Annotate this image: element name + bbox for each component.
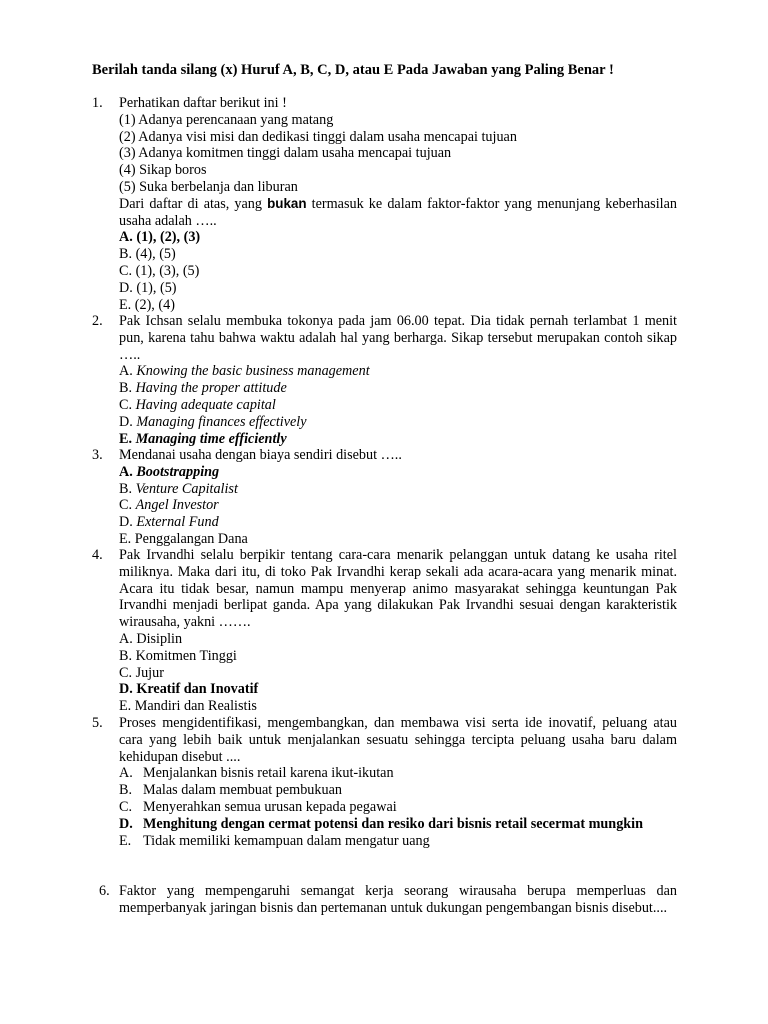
option-e[interactable]: E. Penggalangan Dana <box>119 530 248 547</box>
option-c[interactable]: C. Angel Investor <box>119 497 219 514</box>
option-c[interactable]: C. Jujur <box>119 664 164 681</box>
question-stem: Pak Ichsan selalu membuka tokonya pada jam 06.00 tepat. Dia tidak pernah terlambat 1 menit pun, karena tahu bahwa waktu adalah hal yang berharga. Sikap tersebut merupakan contoh sikap ….. <box>119 313 677 363</box>
question-number: 5. <box>92 715 103 731</box>
option-e[interactable]: E. Tidak memiliki kemampuan dalam mengatur uang <box>119 832 430 849</box>
list-item: (5) Suka berbelanja dan liburan <box>119 178 298 195</box>
option-d-correct[interactable]: D. Menghitung dengan cermat potensi dan resiko dari bisnis retail secermat mungkin <box>119 815 644 832</box>
option-d[interactable]: D. (1), (5) <box>119 279 177 296</box>
question-stem: Proses mengidentifikasi, mengembangkan, dan membawa visi serta ide inovatif, peluang atau cara yang lebih baik untuk menjalankan sesuatu sehingga tercipta peluang usaha baru dalam kehidupan disebut .... <box>119 715 677 765</box>
list-item: (2) Adanya visi misi dan dedikasi tinggi dalam usaha mencapai tujuan <box>119 128 517 145</box>
question-2 <box>92 313 677 447</box>
option-d[interactable]: D. External Fund <box>119 514 219 531</box>
option-e-correct[interactable]: E. Managing time efficiently <box>119 430 287 447</box>
question-number: 2. <box>92 313 103 329</box>
option-b[interactable]: B. Venture Capitalist <box>119 480 238 497</box>
option-e[interactable]: E. Mandiri dan Realistis <box>119 698 257 715</box>
emphasis-word: bukan <box>267 195 307 211</box>
option-b[interactable]: B. Komitmen Tinggi <box>119 647 237 664</box>
question-stem: Faktor yang mempengaruhi semangat kerja seorang wirausaha berupa memperluas dan memperbanyak jaringan bisnis dan pertemanan untuk dukungan pengembangan bisnis disebut.... <box>119 883 677 916</box>
option-c[interactable]: C. Having adequate capital <box>119 396 276 413</box>
question-stem: Pak Irvandhi selalu berpikir tentang cara-cara menarik pelanggan untuk datang ke usaha ritel miliknya. Maka dari itu, di toko Pak Irvandhi kerap sekali ada acara-acara yang menarik minat. Acara itu tidak besar, namun mampu menyerap animo masyarakat sehingga keuntungan Pak Irvandhi menjadi berlipat ganda. Apa yang dilakukan Pak Irvandhi sesuai dengan karakteristik wirausaha, yakni ……. <box>119 547 677 631</box>
question-number: 6. <box>99 883 110 899</box>
list-item: (4) Sikap boros <box>119 162 207 179</box>
question-number: 3. <box>92 447 103 463</box>
option-d[interactable]: D. Managing finances effectively <box>119 413 307 430</box>
list-item: (3) Adanya komitmen tinggi dalam usaha mencapai tujuan <box>119 145 452 162</box>
list-item: (1) Adanya perencanaan yang matang <box>119 111 334 128</box>
option-a-correct[interactable]: A. Bootstrapping <box>119 463 220 480</box>
question-intro: Perhatikan daftar berikut ini ! <box>119 95 287 111</box>
option-c[interactable]: C. (1), (3), (5) <box>119 262 200 279</box>
question-stem: Mendanai usaha dengan biaya sendiri disebut ….. <box>119 447 402 463</box>
option-b[interactable]: B. Malas dalam membuat pembukuan <box>119 782 342 799</box>
question-1 <box>92 95 677 313</box>
question-4 <box>92 547 677 715</box>
option-d-correct[interactable]: D. Kreatif dan Inovatif <box>119 681 259 698</box>
option-a-correct[interactable]: A. (1), (2), (3) <box>119 229 201 246</box>
question-5 <box>92 715 677 849</box>
option-b[interactable]: B. (4), (5) <box>119 246 176 263</box>
instruction-heading: Berilah tanda silang (x) Huruf A, B, C, D, atau E Pada Jawaban yang Paling Benar ! <box>92 62 614 78</box>
question-3 <box>92 447 677 548</box>
question-6 <box>92 883 677 917</box>
option-a[interactable]: A. Disiplin <box>119 630 183 647</box>
option-b[interactable]: B. Having the proper attitude <box>119 380 287 397</box>
question-number: 1. <box>92 95 103 111</box>
question-stem: Dari daftar di atas, yang bukan termasuk ke dalam faktor-faktor yang menunjang keberhasilan usaha adalah ….. <box>119 195 677 229</box>
option-a[interactable]: A. Menjalankan bisnis retail karena ikut-ikutan <box>119 765 394 782</box>
question-number: 4. <box>92 547 103 563</box>
option-c[interactable]: C. Menyerahkan semua urusan kepada pegawai <box>119 798 397 815</box>
option-e[interactable]: E. (2), (4) <box>119 296 175 313</box>
option-a[interactable]: A. Knowing the basic business management <box>119 363 370 380</box>
